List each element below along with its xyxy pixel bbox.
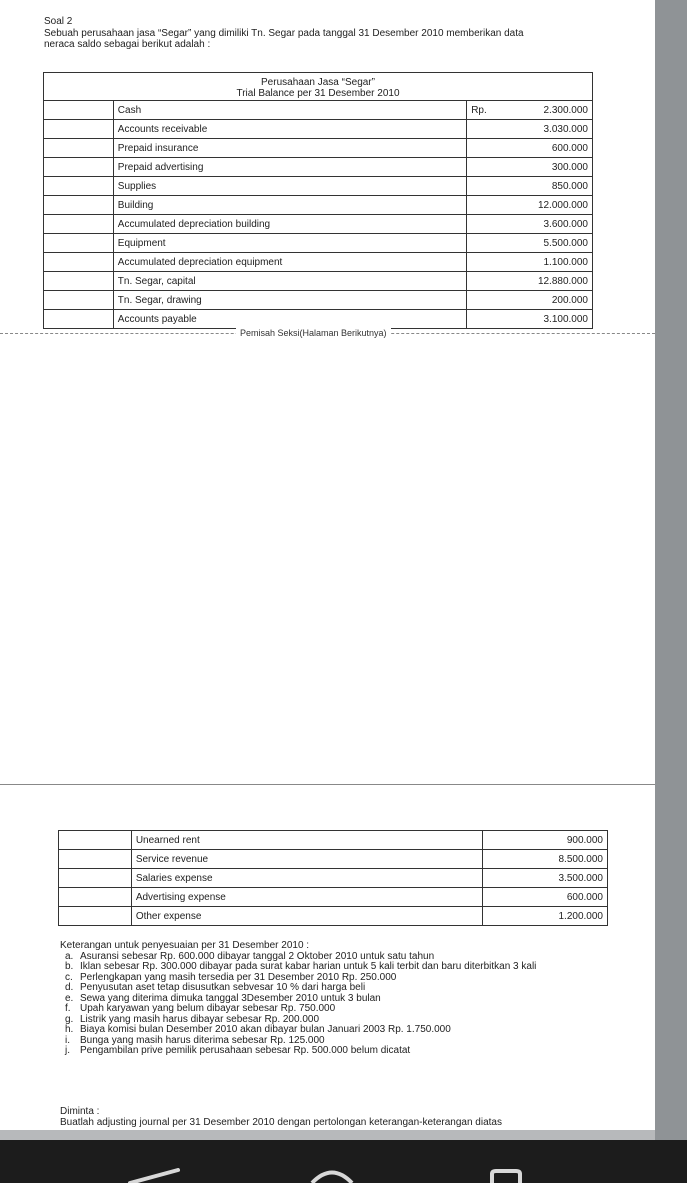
- table-title-row: [44, 73, 593, 101]
- account-amount: 3.600.000: [467, 215, 593, 234]
- table-row: [44, 177, 593, 196]
- account-amount: 12.880.000: [467, 272, 593, 291]
- item-letter: c.: [65, 971, 73, 983]
- item-letter: i.: [65, 1034, 70, 1046]
- account-amount: 3.030.000: [467, 120, 593, 139]
- table-row: [44, 158, 593, 177]
- question-intro-line1: Sebuah perusahaan jasa “Segar” yang dimiliki Tn. Segar pada tanggal 31 Desember 2010 memberikan data: [44, 27, 524, 39]
- account-amount: 600.000: [483, 888, 608, 907]
- account-amount: 1.200.000: [483, 907, 608, 926]
- task-label: Diminta :: [60, 1106, 100, 1117]
- item-text: Penyusutan aset tetap disusutkan sebvesar 10 % dari harga beli: [80, 982, 366, 993]
- question-header: [44, 16, 524, 51]
- account-name: Accumulated depreciation building: [113, 215, 466, 234]
- item-text: Pengambilan prive pemilik perusahaan sebesar Rp. 500.000 belum dicatat: [80, 1045, 411, 1056]
- account-name: Building: [113, 196, 466, 215]
- table-row: [44, 253, 593, 272]
- item-letter: j.: [65, 1045, 70, 1056]
- trial-balance-table: [43, 72, 593, 329]
- item-text: Upah karyawan yang belum dibayar sebesar Rp. 750.000: [80, 1003, 336, 1014]
- account-amount: 1.100.000: [467, 253, 593, 272]
- trial-balance-continued-table: [58, 830, 608, 926]
- item-text: Iklan sebesar Rp. 300.000 dibayar pada surat kabar harian untuk 5 kali terbit dan baru diterbitkan 3 kali: [80, 961, 537, 972]
- table-row: [59, 888, 608, 907]
- account-amount: 900.000: [483, 831, 608, 850]
- account-name: Cash: [113, 101, 466, 120]
- adjustment-notes: [60, 941, 536, 1057]
- account-name: Accounts receivable: [113, 120, 466, 139]
- adjustment-heading: Keterangan untuk penyesuaian per 31 Desember 2010 :: [60, 940, 310, 951]
- account-name: Salaries expense: [131, 869, 482, 888]
- item-letter: g.: [65, 1013, 74, 1025]
- table-row: [44, 272, 593, 291]
- account-amount: 3.100.000: [467, 310, 593, 329]
- account-amount: 5.500.000: [467, 234, 593, 253]
- item-text: Asuransi sebesar Rp. 600.000 dibayar tanggal 2 Oktober 2010 untuk satu tahun: [80, 950, 435, 962]
- item-letter: f.: [65, 1003, 71, 1014]
- account-amount: 8.500.000: [483, 850, 608, 869]
- task-text: Buatlah adjusting journal per 31 Desember 2010 dengan pertolongan keterangan-keterangan diatas: [60, 1117, 502, 1128]
- task-instruction: [60, 1106, 502, 1128]
- question-heading: Soal 2: [44, 16, 73, 27]
- account-name: Prepaid insurance: [113, 139, 466, 158]
- account-name: Tn. Segar, drawing: [113, 291, 466, 310]
- adjustment-list: [60, 952, 536, 1057]
- item-text: Listrik yang masih harus dibayar sebesar Rp. 200.000: [80, 1013, 320, 1025]
- scrollbar[interactable]: [655, 0, 687, 1140]
- account-name: Tn. Segar, capital: [113, 272, 466, 291]
- account-amount: 300.000: [467, 158, 593, 177]
- item-letter: h.: [65, 1024, 74, 1035]
- account-name: Unearned rent: [131, 831, 482, 850]
- item-letter: d.: [65, 982, 74, 993]
- back-icon[interactable]: [122, 1168, 186, 1183]
- account-name: Supplies: [113, 177, 466, 196]
- recents-icon[interactable]: [488, 1168, 524, 1183]
- account-name: Equipment: [113, 234, 466, 253]
- table-row: [44, 196, 593, 215]
- table-row: [44, 101, 593, 120]
- table-row: [59, 869, 608, 888]
- table-row: [44, 139, 593, 158]
- section-separator-label: Pemisah Seksi(Halaman Berikutnya): [236, 328, 391, 338]
- account-name: Other expense: [131, 907, 482, 926]
- page-bottom-edge: [0, 1130, 655, 1140]
- account-amount: 850.000: [467, 177, 593, 196]
- item-letter: a.: [65, 950, 74, 962]
- page-break-line: [0, 784, 655, 785]
- table-row: [59, 831, 608, 850]
- account-name: Prepaid advertising: [113, 158, 466, 177]
- table-row: [59, 850, 608, 869]
- table-row: [44, 120, 593, 139]
- account-name: Service revenue: [131, 850, 482, 869]
- table-row: [44, 234, 593, 253]
- home-icon[interactable]: [308, 1168, 356, 1183]
- account-amount: 12.000.000: [467, 196, 593, 215]
- account-amount: 600.000: [467, 139, 593, 158]
- item-text: Biaya komisi bulan Desember 2010 akan dibayar bulan Januari 2003 Rp. 1.750.000: [80, 1024, 451, 1035]
- account-name: Advertising expense: [131, 888, 482, 907]
- list-item: [65, 1045, 536, 1057]
- table-row: [44, 215, 593, 234]
- account-amount: 200.000: [467, 291, 593, 310]
- item-text: Bunga yang masih harus diterima sebesar Rp. 125.000: [80, 1034, 325, 1046]
- question-intro-line2: neraca saldo sebagai berikut adalah :: [44, 39, 211, 50]
- currency-label: Rp.: [471, 104, 487, 116]
- table-row: [59, 907, 608, 926]
- account-name: Accumulated depreciation equipment: [113, 253, 466, 272]
- account-amount: 3.500.000: [483, 869, 608, 888]
- item-letter: e.: [65, 992, 74, 1004]
- table-row: [44, 310, 593, 329]
- account-name: Accounts payable: [113, 310, 466, 329]
- item-text: Perlengkapan yang masih tersedia per 31 Desember 2010 Rp. 250.000: [80, 971, 397, 983]
- trial-balance-title: Trial Balance per 31 Desember 2010: [236, 87, 400, 99]
- company-title: Perusahaan Jasa “Segar”: [261, 76, 375, 88]
- navigation-bar: [0, 1140, 687, 1183]
- item-text: Sewa yang diterima dimuka tanggal 3Desember 2010 untuk 3 bulan: [80, 992, 381, 1004]
- table-row: [44, 291, 593, 310]
- item-letter: b.: [65, 961, 74, 972]
- account-amount: 2.300.000: [543, 104, 588, 116]
